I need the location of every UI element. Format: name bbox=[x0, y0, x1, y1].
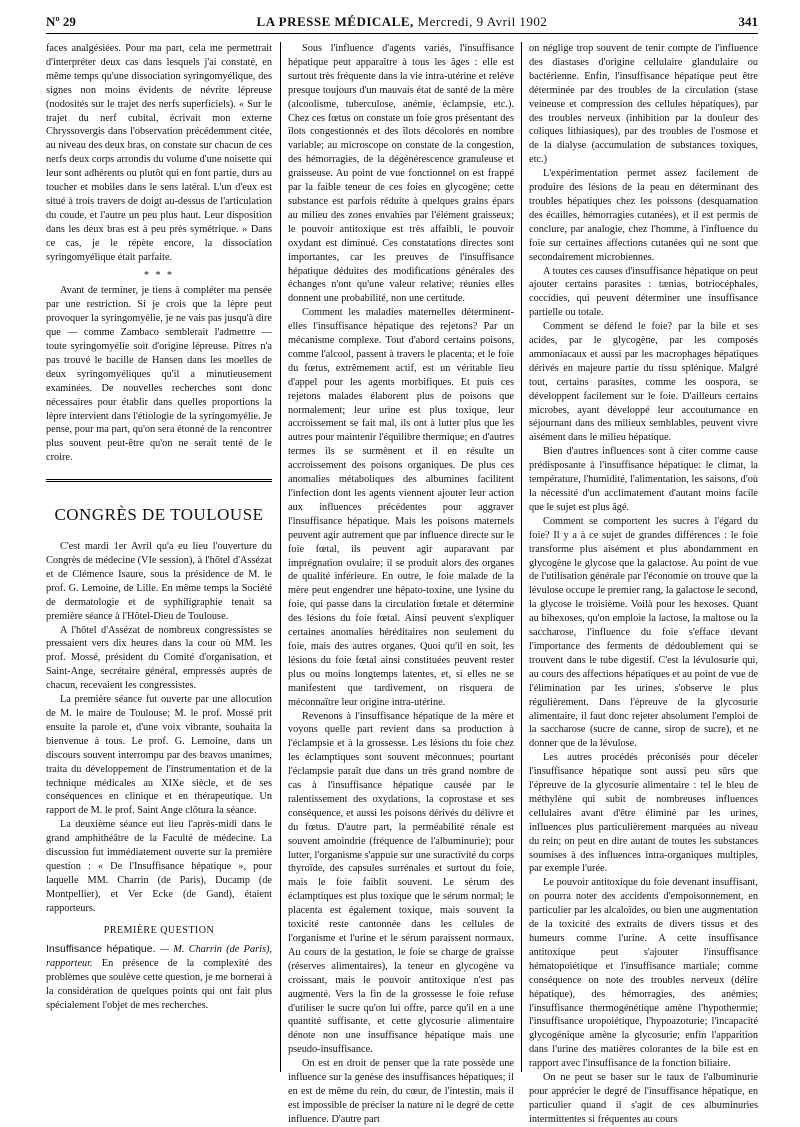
paragraph bbox=[46, 943, 272, 1013]
rapporteur-line: — M. Charrin (de Paris), rapporteur. bbox=[46, 944, 272, 970]
column-divider-1 bbox=[280, 42, 281, 1072]
issue-number: Nº 29 bbox=[46, 14, 76, 29]
section-rule bbox=[46, 479, 272, 482]
section-break-stars: * * * bbox=[144, 269, 174, 281]
question-heading: PREMIÈRE QUESTION bbox=[103, 924, 215, 936]
paragraph: La deuxième séance eut lieu l'après-midi dans le grand amphithéâtre de la Faculté de médecine. La discussion fut immédiatement ouverte sur la première question : « De l'Insuffisance hépatique », pour laquelle MM. Charrin (de Paris), Ducamp (de Montpellier), et Ver Ecke (de Gand), étaient rapporteurs. bbox=[46, 819, 272, 914]
header-rule bbox=[46, 33, 758, 34]
column-3 bbox=[529, 42, 758, 1125]
column-1 bbox=[46, 42, 272, 1077]
paragraph-text: En présence de la complexité des problèmes que soulève cette question, je me bornerai à la considération de quelques points qui ont fait plus spécialement l'objet de mes recherches. bbox=[46, 958, 272, 1012]
paragraph: Comment se comportent les sucres à l'égard du foie? Il y a à ce sujet de grandes différences : le foie transforme plus aisément et plus abondamment en glycogène le glycose que la galactose. Au point de vue de l'utilisation générale par l'économie on trouve que la lévulose occupe le premier rang, la galactose le second, la glycose le troisième. Voilà pour les hexoses. Quant au bihexoses, qu'on emploie la lactose, la maltose ou la saccharose, l'influence du foie s'efface devant l'importance des ferments de dédoublement qui se trouvent dans le tube digestif. C'est la lévulosurie qui, au cours des affections hépatiques et au point de vue de l'élimination par les urines, s'observe le plus régulièrement. Dans l'épreuve de la glycosurie alimentaire, il faut donc rejeter absolument l'emploi de la saccharose (sucre de canne, sirop de sucre), et ne donner que de la lévulose. bbox=[529, 515, 758, 750]
paragraph: on néglige trop souvent de tenir compte de l'influence des diastases d'origine cellulaire glandulaire ou bactérienne. Enfin, l'insuffisance hépatique peut être déterminée par des troubles de la circulation (stase veineuse et compression des cellules hépatiques), par des troubles nerveux (inhibition par la douleur des coliques lithiasiques), par des troubles de l'osmose et de la dialyse (accumulation de substances toxiques, etc.) bbox=[529, 43, 758, 166]
paragraph: faces analgésiées. Pour ma part, cela me permettrait d'interpréter deux cas dans lesquels j'ai constaté, en même temps qu'une dissociation syringomyélique, des signes non moins évidents de névrite lépreuse (nodosités sur le trajet des nerfs superficiels). « Sur le trajet du nerf cubital, écrivait mon externe Chryssovergis dans l'observation précédemment citée, au niveau des deux bras, on constate sur chacun de ces nerfs deux corps arrondis du volume d'une noisette qui leur sont adhérents ou plutôt qui en font partie, durs au toucher et mobiles dans le sens latéral. L'un d'eux est situé à trois travers de doigt au-dessus de l'articulation du coude, et l'autre un peu plus haut. Leur disposition dans les deux bras est à peu près symétrique. » Dans ce cas, je le répète encore, la dissociation syringomyélique était parfaite. bbox=[46, 43, 272, 263]
section-title: CONGRÈS DE TOULOUSE bbox=[54, 505, 264, 525]
paragraph: Sous l'influence d'agents variés, l'insuffisance hépatique peut apparaître à tous les âges : elle est surtout très fréquente dans la vie intra-utérine et relève presque toujours d'un mauvais état de santé de la mère (alcoolisme, tuberculose, anémie, éclampsie, etc.). Chez ces fœtus on constate un foie gros présentant des îlots congestionnés et des îlots décolorés en nombre variable; au microscope on constate de la congestion, des hémorragies, de la dégénérescence granuleuse et graisseuse. Au point de vue fonctionnel on est frappé par la faible teneur de ces foies en glycogène; cette substance est parfois réduite à quelques grains épars au milieu des zones envahies par l'élément graisseux; le pouvoir antitoxique est très affaibli, le pouvoir oxydant est diminué. Ces constatations directes sont importantes, car les preuves de l'insuffisance hépatique déduites des modifications générales des échanges n'ont qu'une valeur relative; réunies elles donnent une probabilité, non une certitude. bbox=[288, 43, 514, 305]
journal-title-line bbox=[46, 14, 758, 30]
paragraph: Les autres procédés préconisés pour déceler l'insuffisance hépatique sont aussi peu sûrs que l'épreuve de la glycosurie alimentaire : tel le bleu de méthylène qui subit de nombreuses influences cellulaires avant d'être éliminé par les urines, influences plus particulièrement marquées au niveau du rein; on peut en dire autant de toutes les substances soumises à des influences intra-organiques multiples, par exemple l'urée. bbox=[529, 752, 758, 875]
journal-title: LA PRESSE MÉDICALE, bbox=[256, 14, 414, 29]
paragraph: Comment les maladies maternelles déterminent-elles l'insuffisance hépatique des rejetons? Par un mécanisme complexe. Tout d'abord certains poisons, comme l'alcool, passent à travers le placenta; et le foie du fœtus, extrêmement actif, est un véritable lieu d'appel pour les agents morbifiques. Et puis ces rejetons malades élaborent plus de poisons que normalement; leur urine est plus toxique, leur accroissement se fait mal, ils ont à lutter plus que les autres pour maintenir l'équilibre thermique; en d'autres termes ils se surmènent et il en résulte un accroissement des poisons organiques. De plus ces anomalies métaboliques des albumines facilitent l'infection dont les agents viennent ajouter leur action aux influences précédentes pour aggraver l'insuffisance hépatique. Mais les poisons maternels peuvent agir autrement que par influence directe sur le foie fœtal, ils peuvent agir auparavant par imprégnation ovulaire; il se produit alors des organes de qualité inférieure. En outre, le foie malade de la mère peut engendrer une hépato-toxine, une lysine du foie, qui passe dans la circulation fœtale et détermine des lésions du foie fœtal. Ainsi peuvent s'expliquer certaines anomalies héréditaires non seulement du foie, mais des autres organes. Quoi qu'il en soit, les lésions du foie fœtal ainsi constituées peuvent rester plus ou moins longtemps latentes, et, si elles ne se manifestent que tardivement, on risquera de méconnaître leur origine intra-utérine. bbox=[288, 307, 514, 708]
paragraph: Avant de terminer, je tiens à compléter ma pensée par une restriction. Si je crois que la lèpre peut provoquer la syringomyélie, je ne vais pas jusqu'à dire que — comme Zambaco semblerait l'admettre — toute syringomyélie soit d'origine lépreuse. Pitres n'a pas trouvé le bacille de Hansen dans les moelles de deux syringomyéliques qu'il a minutieusement examinées. De nouvelles recherches sont donc nécessaires pour établir dans quelles proportions la lèpre intervient dans l'étiologie de la syringomyélie. Je pense, pour ma part, qu'on sera étonné de la rencontrer plus souvent peut-être qu'on ne serait tenté de le croire. bbox=[46, 285, 272, 464]
paragraph: La première séance fut ouverte par une allocution de M. le maire de Toulouse; M. le prof. Mossé prit ensuite la parole et, d'une voix vibrante, souhaita la bienvenue à tous. Le prof. G. Lemoine, dans un discours souvent interrompu par des bravos unanimes, traita du développement de l'instrumentation et de la technique médicales au XIXe siècle, et de ses conséquences en clinique et en thérapeutique. Un rapport de M. le prof. Saint Ange clôtura la séance. bbox=[46, 694, 272, 817]
running-header bbox=[46, 14, 758, 32]
subject-heading: Insuffisance hépatique. bbox=[46, 943, 156, 956]
paragraph: On est en droit de penser que la rate possède une influence sur la genèse des insuffisances hépatiques; il en est de même du rein, du cœur, de l'intestin, mais il est impossible de préciser la nature ni le degré de cette influence. D'autre part bbox=[288, 1058, 514, 1125]
paragraph: A l'hôtel d'Assézat de nombreux congressistes se pressaient vers dix heures dans la cour où MM. les prof. Mossé, président du Comité d'organisation, et Saint-Ange, secrétaire général, empressés auprès de chacun, recevaient les congressistes. bbox=[46, 624, 272, 692]
issue-date: Mercredi, 9 Avril 1902 bbox=[417, 14, 548, 29]
paragraph: On ne peut se baser sur le taux de l'albuminurie pour apprécier le degré de l'insuffisance hépatique, en particulier quand il s'agit de ces albuminuries intermittentes si fréquentes au cours bbox=[529, 1072, 758, 1125]
column-divider-2 bbox=[521, 42, 522, 1072]
column-2 bbox=[288, 42, 514, 1125]
paragraph: Bien d'autres influences sont à citer comme cause prédisposante à l'insuffisance hépatique: le climat, la température, l'humidité, l'alimentation, les saisons, d'où la nécessité d'un acclimatement d'autant moins facile que le sujet est plus âgé. bbox=[529, 446, 758, 513]
paragraph: A toutes ces causes d'insuffisance hépatique on peut ajouter certains parasites : tænias, botriocéphales, coccidies, qui peuvent déterminer une insuffisance partielle ou totale. bbox=[529, 265, 758, 319]
paragraph: Revenons à l'insuffisance hépatique de la mère et voyons quelle part revient dans sa production à l'éclampsie et à la grossesse. Les lésions du foie chez les éclamptiques sont souvent méconnues; pourtant l'éclampsie paraît due dans un très grand nombre de cas à l'insuffisance hépatique causée par le ralentissement des oxydations, la coprostase et ses conséquence, et aussi les poisons dérivés du délivre et du fœtus. D'autre part, la perméabilité rénale est souvent amoindrie (fréquence de l'albuminurie); pour lutter, l'organisme s'appuie sur une suractivité du corps thyroïde, des capsules surrénales et surtout du foie, mais le foie faiblit souvent. Le sérum des éclamptiques est plus toxique que le sérum normal; le placenta est également toxique, mais souvent la toxicité reste cantonnée dans les cellules de l'organisme et l'urine et le sérum paraissent normaux. Au cours de la gestation, le foie se charge de graisse (réserves alimentaires), la teneur en glycogène va croissant, mais le pouvoir antitoxique n'est pas augmenté. Vers la fin de la grossesse le foie refuse d'utiliser le sucre qu'on lui offre, parce qu'il en a une quantité suffisante, et cette glycosurie alimentaire dénote non une insuffisance hépatique mais une pseudo-insuffisance. bbox=[288, 710, 514, 1056]
paragraph: Le pouvoir antitoxique du foie devenant insuffisant, on pourra noter des accidents d'empoisonnement, en particulier par les alcaloïdes, ou bien une augmentation de la toxicité des extraits de divers tissus et des humeurs comme l'urine. A cette insuffisance antitoxique peut s'ajouter l'insuffisance hématopoiétique et l'insuffisance martiale; comme conséquence on note des troubles nerveux (délire hépatique), des hémorragies, des anémies; l'insuffisance thermogénétique amène l'hypothermie; l'insuffisance uropoiétique, l'hypoazoturie; l'incapacité glycogénique amène la glycosurie; enfin l'apparition dans l'urine des matières colorantes de la bile est en rapport avec l'insuffisance de la fonction biliaire. bbox=[529, 877, 758, 1070]
paragraph: C'est mardi 1er Avril qu'a eu lieu l'ouverture du Congrès de médecine (VIe session), à l'hôtel d'Assézat et de Clémence Isaure, sous la présidence de M. le prof. G. Lemoine, de Lille. En même temps la Société de dermatologie et de syphiligraphie tenait sa première séance à l'Hôtel-Dieu de Toulouse. bbox=[46, 541, 272, 622]
page-number: 341 bbox=[738, 14, 758, 29]
paragraph: Comment se défend le foie? par la bile et ses acides, par le glycogène, par les composés ammoniacaux et aussi par les macrophages hépatiques dérivés en majeure partie du tissu splénique. Malgré tout, certains parasites, comme les oospora, se développent facilement sur le foie. D'ailleurs certains microbes, ayant développé leur accoutumance en séjournant dans des milieux semblables, peuvent vivre aisément dans le milieu hépatique. bbox=[529, 321, 758, 444]
paragraph: L'expérimentation permet assez facilement de produire des lésions de la peau en déterminant des troubles hépatiques chez les poissons (desquamation des écailles, hémorragies cutanées), et il est permis de conclure, par analogie, chez l'homme, à l'influence du foie sur certaines affections cutanées qui ne sont que secondairement microbiennes. bbox=[529, 168, 758, 263]
